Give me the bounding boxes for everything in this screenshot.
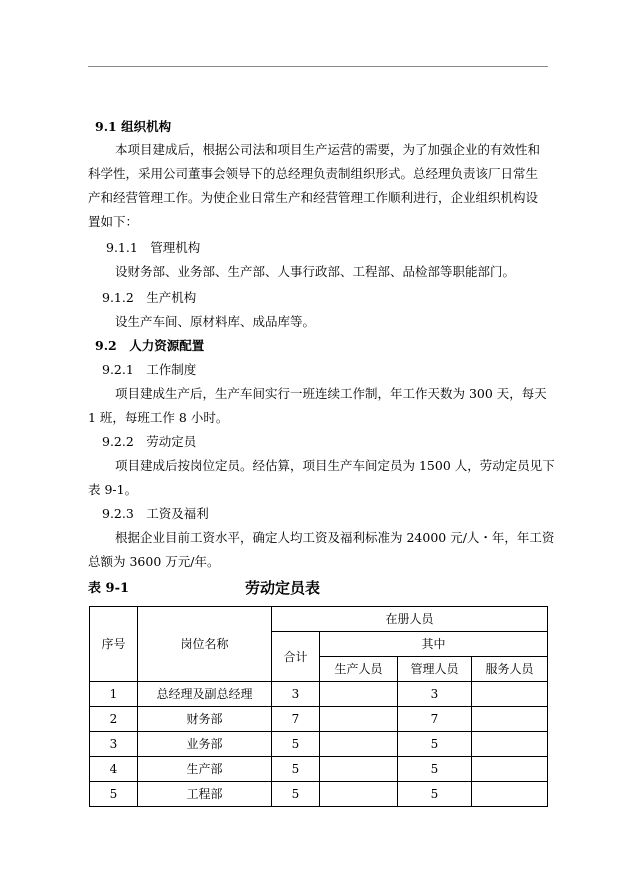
cell-management: 7: [398, 707, 472, 732]
section-9-2-heading: 9.2 人力资源配置: [95, 338, 205, 353]
paragraph-line: 项目建成后按岗位定员。经估算，项目生产车间定员为 1500 人，劳动定员见下: [115, 458, 555, 473]
subsection-9-1-2-text: 设生产车间、原材料库、成品库等。: [115, 314, 316, 329]
paragraph-line: 产和经营管理工作。为使企业日常生产和经营管理工作顺利进行，企业组织机构设: [88, 190, 539, 205]
paragraph-line: 科学性，采用公司董事会领导下的总经理负责制组织形式。总经理负责该厂日常生: [88, 166, 539, 181]
subsection-9-2-1-heading: 9.2.1 工作制度: [102, 362, 197, 377]
header-total: 合计: [272, 632, 320, 682]
cell-management: 3: [398, 682, 472, 707]
table-row: [90, 757, 548, 782]
header-position: 岗位名称: [138, 607, 272, 682]
cell-total: 5: [272, 757, 320, 782]
table-row: [90, 732, 548, 757]
cell-position: 财务部: [138, 707, 272, 732]
subsection-9-2-2-heading: 9.2.2 劳动定员: [102, 434, 197, 449]
cell-no: 3: [90, 732, 138, 757]
header-rule: [88, 66, 548, 67]
cell-service: [472, 732, 548, 757]
subsection-9-1-1-text: 设财务部、业务部、生产部、人事行政部、工程部、品检部等职能部门。: [115, 264, 516, 279]
header-serial: 序号: [90, 607, 138, 682]
table-row: [90, 707, 548, 732]
cell-production: [320, 732, 398, 757]
staffing-table: [89, 606, 548, 807]
paragraph-line: 表 9-1。: [88, 482, 138, 497]
cell-production: [320, 682, 398, 707]
header-registered: 在册人员: [272, 607, 548, 632]
cell-production: [320, 707, 398, 732]
cell-position: 工程部: [138, 782, 272, 807]
cell-management: 5: [398, 782, 472, 807]
paragraph-line: 项目建成生产后，生产车间实行一班连续工作制，年工作天数为 300 天，每天: [115, 386, 547, 401]
cell-no: 1: [90, 682, 138, 707]
table-label: 表 9-1: [88, 581, 130, 596]
paragraph-line: 根据企业目前工资水平，确定人均工资及福利标准为 24000 元/人・年，年工资: [115, 530, 555, 545]
cell-service: [472, 757, 548, 782]
cell-service: [472, 782, 548, 807]
cell-management: 5: [398, 732, 472, 757]
paragraph-line: 本项目建成后，根据公司法和项目生产运营的需要，为了加强企业的有效性和: [115, 142, 541, 157]
subsection-9-2-3-heading: 9.2.3 工资及福利: [102, 506, 209, 521]
cell-no: 4: [90, 757, 138, 782]
subsection-9-1-1-heading: 9.1.1 管理机构: [106, 240, 201, 255]
cell-position: 总经理及副总经理: [138, 682, 272, 707]
table-row: [90, 782, 548, 807]
paragraph-line: 置如下：: [88, 214, 139, 229]
cell-total: 3: [272, 682, 320, 707]
header-management: 管理人员: [398, 657, 472, 682]
paragraph-line: 1 班，每班工作 8 小时。: [88, 410, 229, 425]
cell-no: 5: [90, 782, 138, 807]
cell-position: 生产部: [138, 757, 272, 782]
cell-service: [472, 682, 548, 707]
cell-total: 7: [272, 707, 320, 732]
paragraph-line: 总额为 3600 万元/年。: [88, 554, 220, 569]
cell-total: 5: [272, 732, 320, 757]
cell-management: 5: [398, 757, 472, 782]
cell-production: [320, 782, 398, 807]
table-row: [90, 682, 548, 707]
header-among: 其中: [320, 632, 548, 657]
cell-production: [320, 757, 398, 782]
section-9-1-heading: 9.1 组织机构: [95, 119, 172, 134]
cell-total: 5: [272, 782, 320, 807]
cell-no: 2: [90, 707, 138, 732]
header-production: 生产人员: [320, 657, 398, 682]
header-service: 服务人员: [472, 657, 548, 682]
cell-service: [472, 707, 548, 732]
subsection-9-1-2-heading: 9.1.2 生产机构: [102, 290, 197, 305]
table-title: 劳动定员表: [245, 579, 321, 597]
cell-position: 业务部: [138, 732, 272, 757]
